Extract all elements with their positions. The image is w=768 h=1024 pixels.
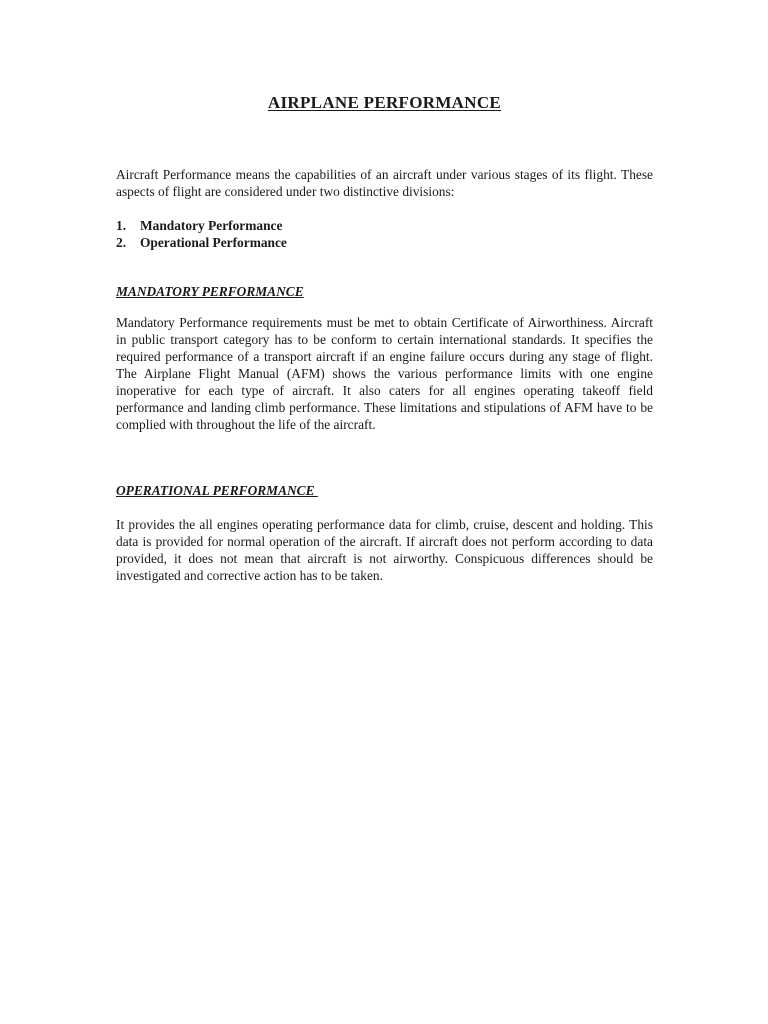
section-body-mandatory: Mandatory Performance requirements must be met to obtain Certificate of Airworthiness. Aircraft in public transport category has to be conform to certain international standards. It specifies the required performance of a transport aircraft if an engine failure occurs during any stage of flight. The Airplane Flight Manual (AFM) shows the various performance limits with one engine inoperative for each type of aircraft. It also caters for all engines operating takeoff field performance and landing climb performance. These limitations and stipulations of AFM have to be complied with throughout the life of the aircraft. — [116, 315, 653, 432]
divisions-list — [116, 217, 287, 251]
section-body-operational: It provides the all engines operating performance data for climb, cruise, descent and holding. This data is provided for normal operation of the aircraft. If aircraft does not perform according to data provided, it does not mean that aircraft is not airworthy. Conspicuous differences should be investigated and corrective action has to be taken. — [116, 517, 653, 583]
list-item — [116, 234, 287, 251]
list-item-label: Mandatory Performance — [140, 218, 283, 233]
list-item — [116, 217, 287, 234]
list-item-number: 2. — [116, 235, 127, 250]
intro-paragraph: Aircraft Performance means the capabilities of an aircraft under various stages of its flight. These aspects of flight are considered under two distinctive divisions: — [116, 167, 653, 199]
section-heading-mandatory: MANDATORY PERFORMANCE — [116, 284, 304, 299]
list-item-number: 1. — [116, 218, 127, 233]
section-heading-operational: OPERATIONAL PERFORMANCE — [116, 483, 318, 498]
list-item-label: Operational Performance — [140, 235, 287, 250]
document-title: AIRPLANE PERFORMANCE — [267, 93, 502, 112]
